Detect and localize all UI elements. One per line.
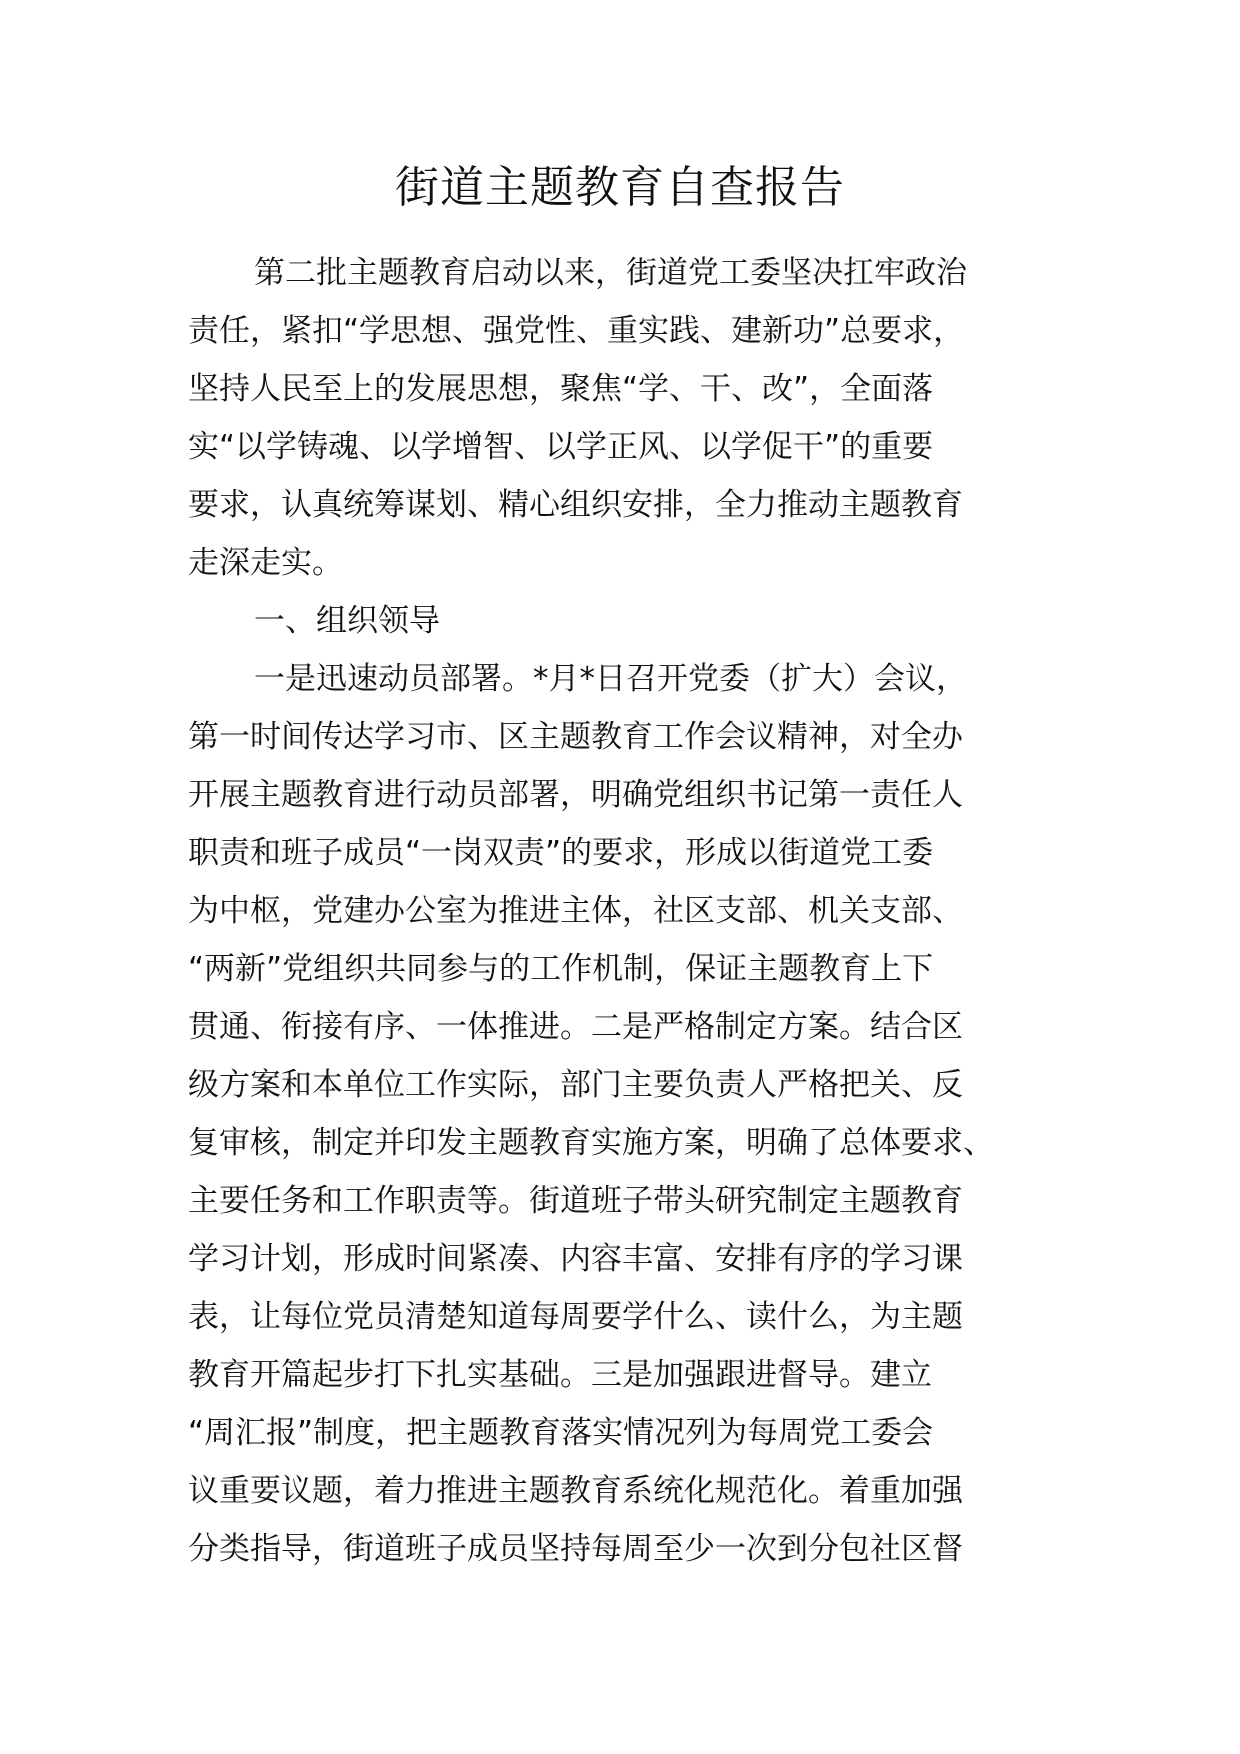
- paragraph-body-line-14: “周汇报”制度，把主题教育落实情况列为每周党工委会: [188, 1415, 934, 1451]
- paragraph-intro-line-3: 坚持人民至上的发展思想，聚焦“学、干、改”，全面落: [188, 371, 934, 407]
- document-title: 街道主题教育自查报告: [395, 162, 845, 213]
- paragraph-body-line-12: 表，让每位党员清楚知道每周要学什么、读什么，为主题: [188, 1299, 963, 1335]
- paragraph-intro-line-2: 责任，紧扣“学思想、强党性、重实践、建新功”总要求，: [188, 313, 965, 349]
- paragraph-body-line-10: 主要任务和工作职责等。街道班子带头研究制定主题教育: [188, 1183, 963, 1219]
- paragraph-intro-line-1: 第二批主题教育启动以来，街道党工委坚决扛牢政治: [254, 255, 967, 291]
- paragraph-body-line-5: 为中枢，党建办公室为推进主体，社区支部、机关支部、: [188, 893, 963, 929]
- paragraph-body-line-2: 第一时间传达学习市、区主题教育工作会议精神，对全办: [188, 719, 963, 755]
- paragraph-body-line-11: 学习计划，形成时间紧凑、内容丰富、安排有序的学习课: [188, 1241, 963, 1277]
- paragraph-body-line-8: 级方案和本单位工作实际，部门主要负责人严格把关、反: [188, 1067, 963, 1103]
- section-heading: 一、组织领导: [254, 603, 440, 639]
- paragraph-body-line-13: 教育开篇起步打下扎实基础。三是加强跟进督导。建立: [188, 1357, 932, 1393]
- paragraph-body-line-6: “两新”党组织共同参与的工作机制，保证主题教育上下: [188, 951, 934, 987]
- paragraph-body-line-3: 开展主题教育进行动员部署，明确党组织书记第一责任人: [188, 777, 963, 813]
- paragraph-intro-line-6: 走深走实。: [188, 545, 343, 581]
- paragraph-body-line-1: 一是迅速动员部署。*月*日召开党委（扩大）会议，: [254, 661, 967, 697]
- document-body: [188, 244, 1056, 1578]
- paragraph-intro-line-5: 要求，认真统筹谋划、精心组织安排，全力推动主题教育: [188, 487, 963, 523]
- paragraph-body-line-9: 复审核，制定并印发主题教育实施方案，明确了总体要求、: [188, 1125, 994, 1161]
- paragraph-body-line-15: 议重要议题，着力推进主题教育系统化规范化。着重加强: [188, 1473, 963, 1509]
- paragraph-body-line-16: 分类指导，街道班子成员坚持每周至少一次到分包社区督: [188, 1531, 963, 1567]
- paragraph-body-line-4: 职责和班子成员“一岗双责”的要求，形成以街道党工委: [188, 835, 934, 871]
- paragraph-body-line-7: 贯通、衔接有序、一体推进。二是严格制定方案。结合区: [188, 1009, 963, 1045]
- paragraph-intro-line-4: 实“以学铸魂、以学增智、以学正风、以学促干”的重要: [188, 429, 934, 465]
